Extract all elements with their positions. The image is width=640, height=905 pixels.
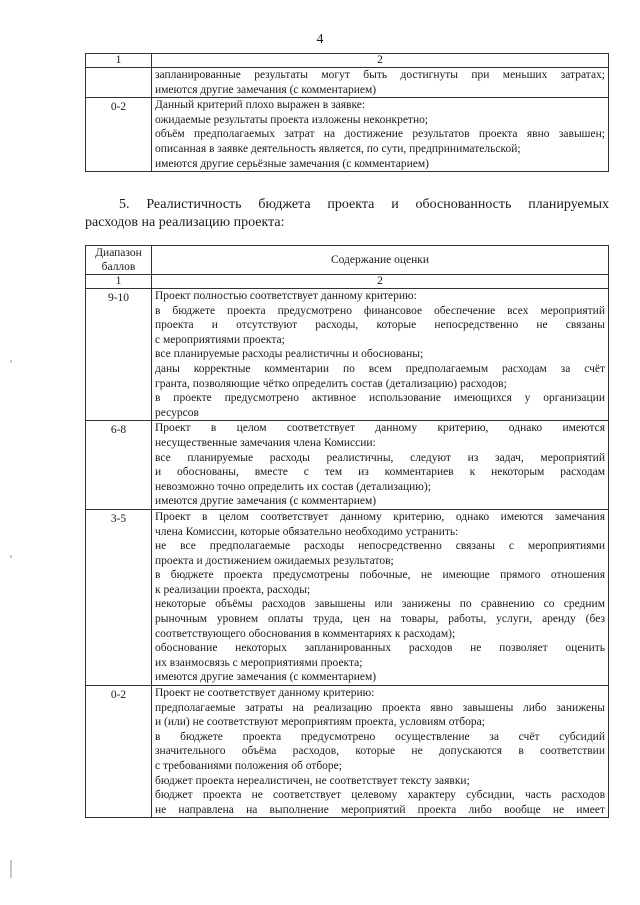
- assessment-content: [152, 98, 609, 172]
- table-row: [86, 421, 609, 510]
- content-line: бюджет проекта не соответствует целевому характеру субсидии, часть расходов: [155, 789, 605, 802]
- content-line: проекта и достижением ожидаемых результатов;: [155, 554, 394, 567]
- content-line: Проект полностью соответствует данному критерию:: [155, 290, 417, 302]
- content-line: в проекте предусмотрено активное использование имеющихся у организации: [155, 392, 605, 405]
- scan-margin-mark: [10, 555, 12, 558]
- assessment-content: [152, 421, 609, 510]
- table-row: [86, 509, 609, 685]
- content-line: все планируемые расходы реалистичны, следуют из задач, мероприятий: [155, 451, 605, 464]
- content-line: имеются другие замечания (с комментарием): [155, 671, 377, 684]
- score-range: [86, 68, 152, 98]
- content-line: имеются другие замечания (с комментарием): [155, 83, 377, 96]
- content-line: Данный критерий плохо выражен в заявке:: [155, 99, 366, 112]
- content-line: Проект в целом соответствует данному критерию, однако имеются замечания: [155, 510, 605, 523]
- column-number-2: 2: [152, 275, 609, 289]
- assessment-content: [152, 686, 609, 818]
- score-range: 9-10: [86, 289, 152, 421]
- content-line: в бюджете проекта предусмотрено финансовое обеспечение всех мероприятий: [155, 304, 605, 317]
- content-line: проекта и отсутствуют расходы, которые непосредственно не связаны: [155, 319, 605, 332]
- content-line: их взаимосвязь с мероприятиями проекта;: [155, 656, 363, 669]
- content-line: в бюджете проекта предусмотрены побочные, не имеющие прямого отношения: [155, 569, 605, 582]
- content-line: запланированные результаты могут быть достигнуты при меньших затратах;: [155, 69, 605, 81]
- assessment-content: [152, 289, 609, 421]
- content-line: гранта, позволяющие чётко определить состав (детализацию) расходов;: [155, 377, 507, 390]
- content-line: имеются другие серьёзные замечания (с комментарием): [155, 157, 429, 170]
- content-line: рыночным уровнем оплаты труда, цен на товары, работы, услуги, аренду (без: [155, 613, 605, 626]
- column-number-row: [86, 275, 609, 289]
- section-heading: [85, 196, 609, 232]
- score-range: 6-8: [86, 421, 152, 510]
- table-row: [86, 98, 609, 172]
- content-line: и обоснованы, вместе с тем из комментариев к некоторым расходам: [155, 466, 605, 479]
- budget-criteria-table: [85, 245, 609, 818]
- column-number-1: 1: [86, 275, 152, 289]
- scan-margin-mark: [10, 860, 12, 878]
- content-line: и (или) не соответствуют мероприятиям проекта, условиям отбора;: [155, 716, 485, 729]
- section-heading-line: 5. Реалистичность бюджета проекта и обоснованность планируемых: [119, 197, 609, 212]
- content-line: предполагаемые затраты на реализацию проекта явно завышены либо занижены: [155, 701, 605, 714]
- section-heading-line: расходов на реализацию проекта:: [85, 215, 285, 230]
- content-line: значительного объёма расходов, которые не допускаются в соответствии: [155, 745, 605, 758]
- table-row: [86, 686, 609, 818]
- table-row: [86, 68, 609, 98]
- content-line: в бюджете проекта предусмотрено осуществление за счёт субсидий: [155, 730, 605, 743]
- content-line: с требованиями положения об отборе;: [155, 760, 342, 772]
- content-line: некоторые объёмы расходов завышены или занижены по сравнению со средним: [155, 598, 605, 611]
- content-line: описанная в заявке деятельность является, по сути, предпринимательской;: [155, 142, 521, 155]
- scan-margin-mark: [10, 360, 12, 363]
- content-line: обоснование некоторых запланированных расходов не позволяет оценить: [155, 642, 605, 655]
- score-range: 3-5: [86, 509, 152, 685]
- score-range: 0-2: [86, 686, 152, 818]
- content-line: объём предполагаемых затрат на достижение результатов проекта явно завышен;: [155, 128, 605, 141]
- column-header-range: Диапазон баллов: [86, 246, 152, 275]
- content-line: все планируемые расходы реалистичны и обоснованы;: [155, 348, 424, 361]
- content-line: к реализации проекта, расходы;: [155, 583, 311, 596]
- content-line: соответствующего обоснования в комментариях к расходам);: [155, 627, 456, 640]
- page-number: 4: [316, 32, 324, 47]
- content-line: ожидаемые результаты проекта изложены неконкретно;: [155, 113, 429, 126]
- content-line: бюджет проекта нереалистичен, не соответствует тексту заявки;: [155, 774, 470, 787]
- score-range: 0-2: [86, 98, 152, 172]
- column-number-2: 2: [152, 54, 609, 68]
- content-line: имеются другие замечания (с комментарием): [155, 495, 377, 508]
- content-line: не направлена на выполнение мероприятий проекта либо вообще не имеет: [155, 803, 605, 816]
- criteria-table-continued: [85, 53, 609, 172]
- column-number-1: 1: [86, 54, 152, 68]
- assessment-content: [152, 68, 609, 98]
- content-line: несущественные замечания члена Комиссии:: [155, 436, 376, 449]
- content-line: Проект в целом соответствует данному критерию, однако имеются: [155, 422, 605, 435]
- content-line: невозможно точно определить их состав (детализацию);: [155, 480, 431, 493]
- content-line: ресурсов: [155, 406, 199, 419]
- assessment-content: [152, 509, 609, 685]
- content-line: Проект не соответствует данному критерию:: [155, 687, 375, 700]
- content-line: даны корректные комментарии по всем предполагаемым расходам за счёт: [155, 362, 605, 375]
- column-number-row: [86, 54, 609, 68]
- content-line: не все предполагаемые расходы непосредственно связаны с мероприятиями: [155, 540, 605, 553]
- table-header-row: [86, 246, 609, 275]
- content-line: с мероприятиями проекта;: [155, 333, 285, 346]
- column-header-content: Содержание оценки: [152, 246, 609, 275]
- table-row: [86, 289, 609, 421]
- content-line: члена Комиссии, которые обязательно необходимо устранить:: [155, 525, 459, 538]
